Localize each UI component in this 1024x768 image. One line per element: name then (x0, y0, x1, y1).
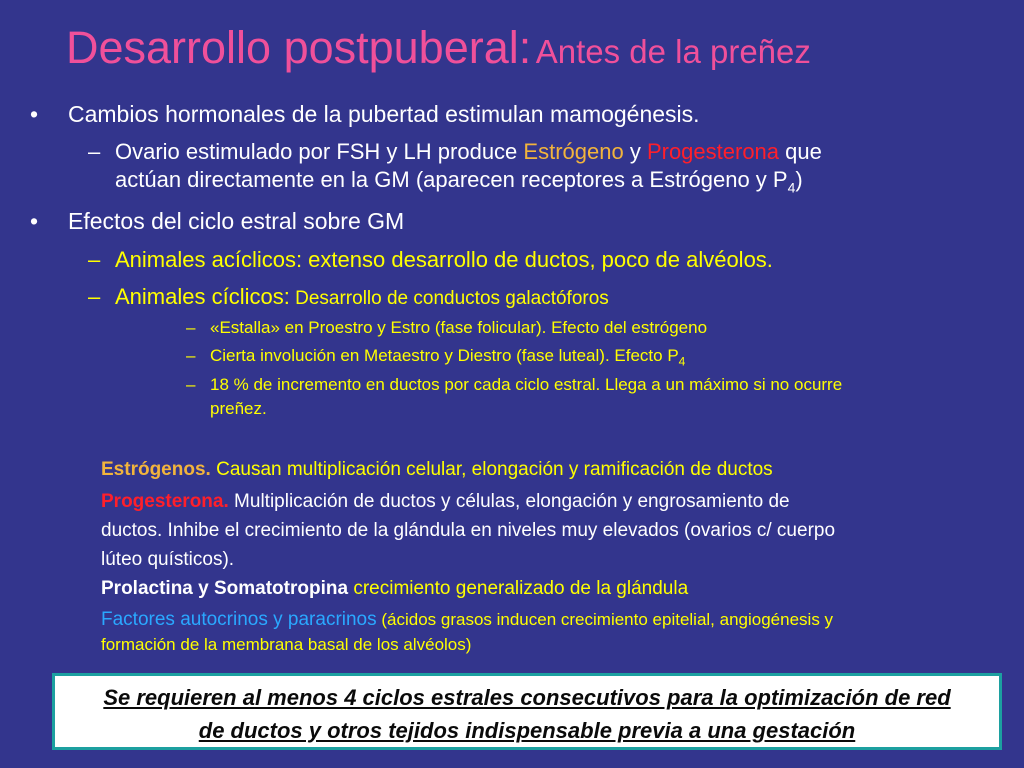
subscript: 4 (787, 179, 796, 196)
bullet-2: Efectos del ciclo estral sobre GM (68, 208, 405, 234)
text: Cierta involución en Metaestro y Diestro (fase luteal). Efecto P (210, 346, 679, 365)
sub-item-3 (210, 373, 842, 421)
text: y (623, 139, 647, 164)
text: lúteo quísticos). (101, 549, 235, 570)
bullet-2-sub-2 (115, 283, 609, 314)
estrogenos-paragraph (101, 455, 773, 484)
text: actúan directamente en la GM (aparecen receptores a Estrógeno y P (115, 167, 788, 192)
text: 18 % de incremento en ductos por cada ciclo estral. Llega a un máximo si no ocurre (210, 375, 843, 394)
bullet-1: Cambios hormonales de la pubertad estimulan mamogénesis. (68, 101, 700, 127)
dash-marker: – (88, 284, 101, 309)
text: (ácidos grasos inducen crecimiento epitelial, angiogénesis y (376, 610, 834, 629)
progesterona-label: Progesterona. (101, 491, 229, 512)
dash-marker: – (88, 247, 101, 272)
callout-box (52, 673, 1002, 750)
text: formación de la membrana basal de los alvéolos) (101, 635, 472, 654)
callout-line-1: Se requieren al menos 4 ciclos estrales consecutivos para la optimización de red (103, 685, 951, 710)
slide-title (66, 22, 811, 74)
prolactina-paragraph (101, 574, 688, 603)
text: Multiplicación de ductos y células, elongación y engrosamiento de (228, 491, 790, 512)
prolactina-label: Prolactina y Somatotropina (101, 578, 349, 599)
progesterona-term: Progesterona (646, 139, 780, 164)
dash-marker: – (88, 139, 101, 164)
factores-label: Factores autocrinos y paracrinos (101, 609, 377, 630)
callout-line-2: de ductos y otros tejidos indispensable previa a una gestación (198, 718, 856, 743)
bullet-1-sub (115, 138, 822, 201)
text: ductos. Inhibe el crecimiento de la glándula en niveles muy elevados (ovarios c/ cuerpo (101, 520, 836, 541)
dash-marker: – (186, 318, 196, 337)
estrogenos-label: Estrógenos. (101, 459, 211, 480)
text: ) (795, 167, 803, 192)
text: Animales cíclicos: (115, 284, 290, 309)
progesterona-paragraph (101, 487, 835, 574)
bullet-dot: • (30, 101, 39, 127)
dash-marker: – (186, 346, 196, 365)
title-main: Desarrollo postpuberal: (66, 22, 532, 73)
estrogeno-term: Estrógeno (523, 139, 624, 164)
bullet-2-sub-1: Animales acíclicos: extenso desarrollo de ductos, poco de alvéolos. (115, 247, 773, 272)
title-sub: Antes de la preñez (535, 33, 811, 70)
text: que (779, 139, 822, 164)
sub-item-1: «Estalla» en Proestro y Estro (fase folicular). Efecto del estrógeno (210, 318, 708, 337)
text: preñez. (210, 399, 267, 418)
sub-item-2 (210, 344, 685, 373)
text: crecimiento generalizado de la glándula (348, 578, 689, 599)
dash-marker: – (186, 375, 196, 394)
bullet-dot: • (30, 208, 39, 234)
subscript: 4 (678, 354, 686, 369)
factores-paragraph (101, 608, 833, 658)
text: Causan multiplicación celular, elongación y ramificación de ductos (210, 459, 773, 480)
text: Desarrollo de conductos galactóforos (289, 288, 609, 309)
text: Ovario estimulado por FSH y LH produce (115, 139, 524, 164)
